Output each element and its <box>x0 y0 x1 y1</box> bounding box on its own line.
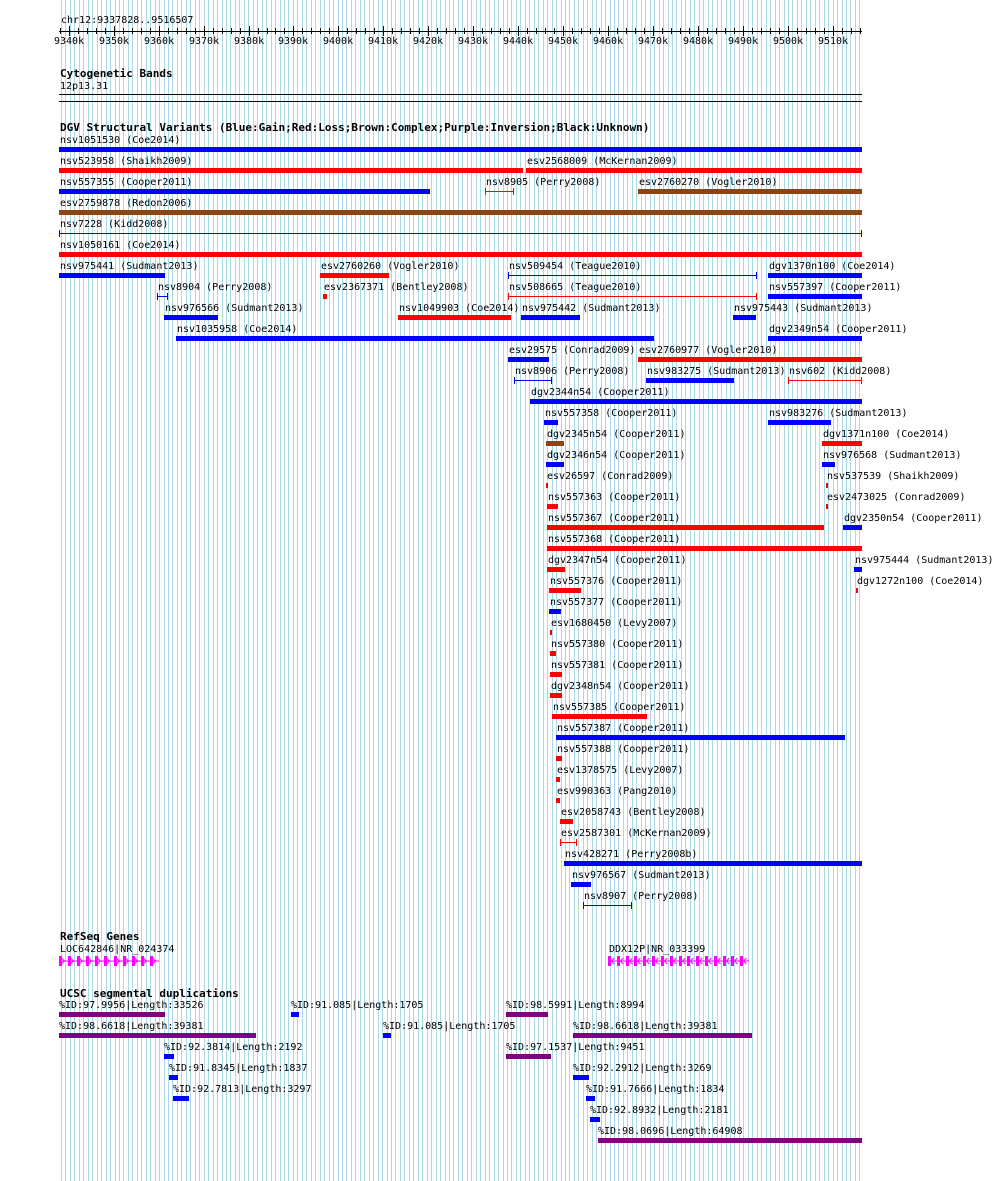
dgv-variant-bar[interactable] <box>854 567 862 572</box>
dgv-variant-endcap <box>513 188 514 195</box>
ruler-tick-label: 9470k <box>638 36 669 47</box>
dgv-variant-label[interactable]: nsv8905 (Perry2008) <box>486 177 601 188</box>
segdup-bar[interactable] <box>573 1033 752 1038</box>
ruler-minor-tick <box>716 28 717 34</box>
ruler-minor-tick <box>311 28 312 34</box>
ruler-minor-tick <box>258 28 259 34</box>
dgv-variant-label[interactable]: esv2568009 (McKernan2009) <box>527 156 678 167</box>
segdup-label[interactable]: %ID:92.3814|Length:2192 <box>164 1042 303 1053</box>
dgv-variant-bar[interactable] <box>556 777 560 782</box>
dgv-variant-label[interactable]: nsv557388 (Cooper2011) <box>557 744 690 755</box>
refseq-gene-model[interactable] <box>608 954 751 968</box>
ruler-tick <box>293 26 294 36</box>
segdup-bar[interactable] <box>164 1054 174 1059</box>
ruler-minor-tick <box>275 28 276 34</box>
segdup-label[interactable]: %ID:91.085|Length:1705 <box>383 1021 516 1032</box>
segdup-label[interactable]: %ID:98.6618|Length:39381 <box>59 1021 204 1032</box>
dgv-variant-label[interactable]: nsv1051530 (Coe2014) <box>60 135 181 146</box>
ruler-minor-tick <box>671 28 672 34</box>
dgv-variant-bar[interactable] <box>320 273 389 278</box>
dgv-variant-label[interactable]: nsv976568 (Sudmant2013) <box>823 450 962 461</box>
ruler-axis <box>59 31 862 32</box>
ruler-minor-tick <box>509 28 510 34</box>
segdup-track-title[interactable]: UCSC segmental duplications <box>60 987 239 1000</box>
cytoband-label: 12p13.31 <box>60 81 109 92</box>
ruler-tick <box>383 26 384 36</box>
ruler-minor-tick <box>231 28 232 34</box>
dgv-variant-label[interactable]: nsv1049903 (Coe2014) <box>399 303 520 314</box>
dgv-variant-line[interactable] <box>514 380 552 381</box>
ruler-minor-tick <box>707 28 708 34</box>
dgv-variant-label[interactable]: nsv557380 (Cooper2011) <box>551 639 684 650</box>
dgv-variant-line[interactable] <box>508 275 757 276</box>
dgv-variant-bar[interactable] <box>822 441 862 446</box>
dgv-variant-endcap <box>157 293 158 300</box>
ruler-minor-tick <box>770 28 771 34</box>
ruler-tick <box>338 26 339 36</box>
ruler-tick <box>428 26 429 36</box>
segdup-label[interactable]: %ID:91.085|Length:1705 <box>291 1000 424 1011</box>
dgv-variant-label[interactable]: esv26597 (Conrad2009) <box>547 471 674 482</box>
dgv-variant-label[interactable]: nsv509454 (Teague2010) <box>509 261 642 272</box>
dgv-variant-label[interactable]: esv2760977 (Vogler2010) <box>639 345 778 356</box>
dgv-variant-label[interactable]: esv2760260 (Vogler2010) <box>321 261 460 272</box>
ruler-minor-tick <box>87 28 88 34</box>
ruler-minor-tick <box>590 28 591 34</box>
ruler-minor-tick <box>680 28 681 34</box>
dgv-variant-bar[interactable] <box>544 420 558 425</box>
dgv-variant-label[interactable]: nsv557381 (Cooper2011) <box>551 660 684 671</box>
refseq-gene-label[interactable]: LOC642846|NR_024374 <box>60 944 175 955</box>
dgv-variant-bar[interactable] <box>526 168 862 173</box>
dgv-variant-bar[interactable] <box>550 693 562 698</box>
dgv-variant-bar[interactable] <box>546 483 548 488</box>
ruler-minor-tick <box>617 28 618 34</box>
ruler-minor-tick <box>527 28 528 34</box>
dgv-variant-label[interactable]: nsv975443 (Sudmant2013) <box>734 303 873 314</box>
dgv-variant-label[interactable]: dgv2345n54 (Cooper2011) <box>547 429 686 440</box>
segdup-bar[interactable] <box>506 1012 548 1017</box>
ruler-tick <box>743 26 744 36</box>
dgv-variant-label[interactable]: nsv975441 (Sudmant2013) <box>60 261 199 272</box>
dgv-variant-label[interactable]: dgv1370n100 (Coe2014) <box>769 261 896 272</box>
dgv-variant-bar[interactable] <box>59 147 862 152</box>
dgv-variant-label[interactable]: esv990363 (Pang2010) <box>557 786 678 797</box>
dgv-variant-label[interactable]: nsv8907 (Perry2008) <box>584 891 699 902</box>
ruler-tick-label: 9460k <box>593 36 624 47</box>
dgv-variant-bar[interactable] <box>556 798 560 803</box>
dgv-variant-line[interactable] <box>508 296 757 297</box>
ruler-minor-tick <box>554 28 555 34</box>
dgv-variant-endcap <box>508 293 509 300</box>
segdup-label[interactable]: %ID:98.6618|Length:39381 <box>573 1021 718 1032</box>
ruler-minor-tick <box>329 28 330 34</box>
ruler-minor-tick <box>662 28 663 34</box>
ruler-minor-tick <box>195 28 196 34</box>
dgv-variant-bar[interactable] <box>164 315 218 320</box>
dgv-variant-bar[interactable] <box>546 441 564 446</box>
ruler-tick <box>249 26 250 36</box>
ruler-minor-tick <box>851 28 852 34</box>
ruler-minor-tick <box>419 28 420 34</box>
segdup-bar[interactable] <box>291 1012 299 1017</box>
segdup-bar[interactable] <box>586 1096 595 1101</box>
dgv-variant-bar[interactable] <box>556 756 562 761</box>
dgv-variant-bar[interactable] <box>547 525 824 530</box>
dgv-variant-label[interactable]: nsv557385 (Cooper2011) <box>553 702 686 713</box>
ruler-minor-tick <box>150 28 151 34</box>
dgv-variant-label[interactable]: nsv976567 (Sudmant2013) <box>572 870 711 881</box>
dgv-variant-bar[interactable] <box>646 378 734 383</box>
dgv-variant-bar[interactable] <box>768 420 831 425</box>
dgv-variant-label[interactable]: esv2760270 (Vogler2010) <box>639 177 778 188</box>
segdup-bar[interactable] <box>590 1117 600 1122</box>
dgv-variant-bar[interactable] <box>768 336 862 341</box>
dgv-track-title[interactable]: DGV Structural Variants (Blue:Gain;Red:Loss;Brown:Complex;Purple:Inversion;Black:Unknown) <box>60 121 650 134</box>
dgv-variant-bar[interactable] <box>550 630 552 635</box>
ruler-tick-label: 9340k <box>54 36 85 47</box>
ruler-minor-tick <box>141 28 142 34</box>
dgv-variant-bar[interactable] <box>547 504 558 509</box>
ruler-tick <box>563 26 564 36</box>
dgv-variant-label[interactable]: nsv557376 (Cooper2011) <box>550 576 683 587</box>
dgv-variant-bar[interactable] <box>768 294 862 299</box>
ruler-minor-tick <box>374 28 375 34</box>
dgv-variant-label[interactable]: esv1680450 (Levy2007) <box>551 618 678 629</box>
dgv-variant-bar[interactable] <box>560 819 573 824</box>
dgv-variant-line[interactable] <box>788 380 862 381</box>
ruler-minor-tick <box>401 28 402 34</box>
ruler-tick-label: 9440k <box>503 36 534 47</box>
ruler-tick <box>204 26 205 36</box>
dgv-variant-label[interactable]: nsv8904 (Perry2008) <box>158 282 273 293</box>
dgv-variant-label[interactable]: esv2473025 (Conrad2009) <box>827 492 966 503</box>
dgv-variant-label[interactable]: nsv557363 (Cooper2011) <box>548 492 681 503</box>
ruler-minor-tick <box>410 28 411 34</box>
dgv-variant-label[interactable]: esv29575 (Conrad2009) <box>509 345 636 356</box>
segdup-bar[interactable] <box>169 1075 178 1080</box>
dgv-variant-endcap <box>167 293 168 300</box>
dgv-variant-label[interactable]: nsv557397 (Cooper2011) <box>769 282 902 293</box>
refseq-gene-label[interactable]: DDX12P|NR_033399 <box>609 944 706 955</box>
ruler-minor-tick <box>797 28 798 34</box>
ruler-tick <box>788 26 789 36</box>
ruler-tick-label: 9410k <box>368 36 399 47</box>
ruler-minor-tick <box>240 28 241 34</box>
ruler-minor-tick <box>267 28 268 34</box>
dgv-variant-bar[interactable] <box>59 210 862 215</box>
ruler-tick-label: 9500k <box>773 36 804 47</box>
ruler-minor-tick <box>222 28 223 34</box>
dgv-variant-bar[interactable] <box>571 882 591 887</box>
ruler-minor-tick <box>78 28 79 34</box>
ruler-minor-tick <box>572 28 573 34</box>
dgv-variant-bar[interactable] <box>733 315 756 320</box>
dgv-variant-label[interactable]: nsv557367 (Cooper2011) <box>548 513 681 524</box>
dgv-variant-bar[interactable] <box>521 315 580 320</box>
ruler-tick-label: 9360k <box>144 36 175 47</box>
ruler-tick <box>473 26 474 36</box>
dgv-variant-label[interactable]: nsv537539 (Shaikh2009) <box>827 471 960 482</box>
dgv-variant-bar[interactable] <box>826 483 828 488</box>
segdup-bar[interactable] <box>59 1012 165 1017</box>
ruler-minor-tick <box>545 28 546 34</box>
ruler-minor-tick <box>635 28 636 34</box>
dgv-variant-label[interactable]: dgv1371n100 (Coe2014) <box>823 429 950 440</box>
ruler-minor-tick <box>689 28 690 34</box>
dgv-variant-label[interactable]: nsv976566 (Sudmant2013) <box>165 303 304 314</box>
ruler-minor-tick <box>761 28 762 34</box>
ruler-minor-tick <box>347 28 348 34</box>
ruler-minor-tick <box>168 28 169 34</box>
segdup-bar[interactable] <box>383 1033 391 1038</box>
dgv-variant-label[interactable]: nsv7228 (Kidd2008) <box>60 219 169 230</box>
dgv-variant-label[interactable]: nsv983275 (Sudmant2013) <box>647 366 786 377</box>
ruler-tick <box>608 26 609 36</box>
dgv-variant-bar[interactable] <box>556 735 845 740</box>
dgv-variant-bar[interactable] <box>549 588 581 593</box>
ruler-minor-tick <box>536 28 537 34</box>
ruler-minor-tick <box>779 28 780 34</box>
segdup-label[interactable]: %ID:92.2912|Length:3269 <box>573 1063 712 1074</box>
dgv-variant-bar[interactable] <box>550 672 562 677</box>
ruler-minor-tick <box>302 28 303 34</box>
dgv-variant-bar[interactable] <box>826 504 828 509</box>
ruler-minor-tick <box>356 28 357 34</box>
dgv-variant-label[interactable]: nsv557387 (Cooper2011) <box>557 723 690 734</box>
ruler-tick-label: 9430k <box>458 36 489 47</box>
dgv-variant-bar[interactable] <box>564 861 862 866</box>
dgv-variant-bar[interactable] <box>856 588 858 593</box>
ruler-minor-tick <box>734 28 735 34</box>
dgv-variant-endcap <box>560 839 561 846</box>
dgv-variant-line[interactable] <box>59 233 862 234</box>
segdup-label[interactable]: %ID:91.7666|Length:1834 <box>586 1084 725 1095</box>
dgv-variant-label[interactable]: dgv2348n54 (Cooper2011) <box>551 681 690 692</box>
dgv-variant-endcap <box>861 230 862 237</box>
ruler-minor-tick <box>213 28 214 34</box>
ruler-tick <box>653 26 654 36</box>
ruler-minor-tick <box>446 28 447 34</box>
ruler-minor-tick <box>806 28 807 34</box>
dgv-variant-label[interactable]: nsv428271 (Perry2008b) <box>565 849 698 860</box>
dgv-variant-line[interactable] <box>560 842 577 843</box>
dgv-variant-bar[interactable] <box>843 525 862 530</box>
dgv-variant-bar[interactable] <box>59 168 523 173</box>
ruler-minor-tick <box>365 28 366 34</box>
cytoband-track-title[interactable]: Cytogenetic Bands <box>60 67 173 80</box>
dgv-variant-label[interactable]: nsv523958 (Shaikh2009) <box>60 156 193 167</box>
ruler-minor-tick <box>60 28 61 34</box>
dgv-variant-bar[interactable] <box>323 294 327 299</box>
segdup-label[interactable]: %ID:92.8932|Length:2181 <box>590 1105 729 1116</box>
dgv-variant-label[interactable]: esv2587301 (McKernan2009) <box>561 828 712 839</box>
dgv-variant-label[interactable]: esv2367371 (Bentley2008) <box>324 282 469 293</box>
dgv-variant-endcap <box>861 377 862 384</box>
ruler-minor-tick <box>500 28 501 34</box>
dgv-variant-label[interactable]: nsv983276 (Sudmant2013) <box>769 408 908 419</box>
ruler-tick <box>518 26 519 36</box>
ruler-minor-tick <box>455 28 456 34</box>
dgv-variant-bar[interactable] <box>546 462 564 467</box>
dgv-variant-label[interactable]: nsv975442 (Sudmant2013) <box>522 303 661 314</box>
dgv-variant-bar[interactable] <box>59 273 165 278</box>
dgv-variant-bar[interactable] <box>549 609 561 614</box>
dgv-variant-bar[interactable] <box>550 651 556 656</box>
dgv-variant-label[interactable]: esv2058743 (Bentley2008) <box>561 807 706 818</box>
refseq-track-title[interactable]: RefSeq Genes <box>60 930 140 943</box>
ruler-tick-label: 9480k <box>683 36 714 47</box>
dgv-variant-label[interactable]: dgv1272n100 (Coe2014) <box>857 576 984 587</box>
ruler-minor-tick <box>599 28 600 34</box>
dgv-variant-bar[interactable] <box>638 189 862 194</box>
dgv-variant-endcap <box>788 377 789 384</box>
dgv-variant-endcap <box>756 293 757 300</box>
ruler-minor-tick <box>815 28 816 34</box>
ruler-minor-tick <box>644 28 645 34</box>
segdup-label[interactable]: %ID:91.8345|Length:1837 <box>169 1063 308 1074</box>
ruler-tick <box>833 26 834 36</box>
dgv-variant-endcap <box>756 272 757 279</box>
ruler-minor-tick <box>105 28 106 34</box>
ruler-tick <box>114 26 115 36</box>
ruler-minor-tick <box>464 28 465 34</box>
dgv-variant-bar[interactable] <box>530 399 862 404</box>
ruler-tick-label: 9510k <box>818 36 849 47</box>
dgv-variant-bar[interactable] <box>638 357 862 362</box>
dgv-variant-line[interactable] <box>583 905 632 906</box>
ruler-minor-tick <box>842 28 843 34</box>
ruler-tick-label: 9450k <box>548 36 579 47</box>
ruler-minor-tick <box>186 28 187 34</box>
cytoband-band-top <box>59 94 862 95</box>
dgv-variant-label[interactable]: nsv557355 (Cooper2011) <box>60 177 193 188</box>
segdup-label[interactable]: %ID:92.7813|Length:3297 <box>173 1084 312 1095</box>
ruler-minor-tick <box>284 28 285 34</box>
dgv-variant-label[interactable]: dgv2350n54 (Cooper2011) <box>844 513 983 524</box>
segdup-label[interactable]: %ID:97.9956|Length:33526 <box>59 1000 204 1011</box>
ruler-tick-label: 9490k <box>728 36 759 47</box>
dgv-variant-label[interactable]: nsv602 (Kidd2008) <box>789 366 892 377</box>
dgv-variant-endcap <box>631 902 632 909</box>
dgv-variant-endcap <box>514 377 515 384</box>
dgv-variant-label[interactable]: nsv557358 (Cooper2011) <box>545 408 678 419</box>
ruler-minor-tick <box>581 28 582 34</box>
dgv-variant-label[interactable]: dgv2344n54 (Cooper2011) <box>531 387 670 398</box>
ruler-tick-label: 9370k <box>189 36 220 47</box>
dgv-variant-label[interactable]: esv1378575 (Levy2007) <box>557 765 684 776</box>
dgv-variant-bar[interactable] <box>822 462 835 467</box>
dgv-variant-label[interactable]: esv2759878 (Redon2006) <box>60 198 193 209</box>
dgv-variant-label[interactable]: nsv975444 (Sudmant2013) <box>855 555 993 566</box>
dgv-variant-endcap <box>485 188 486 195</box>
dgv-variant-label[interactable]: nsv557377 (Cooper2011) <box>550 597 683 608</box>
segdup-bar[interactable] <box>573 1075 589 1080</box>
position-label: chr12:9337828..9516507 <box>61 15 194 26</box>
ruler-tick-label: 9390k <box>278 36 309 47</box>
dgv-variant-bar[interactable] <box>398 315 511 320</box>
dgv-variant-label[interactable]: dgv2347n54 (Cooper2011) <box>548 555 687 566</box>
ruler-tick <box>698 26 699 36</box>
dgv-variant-bar[interactable] <box>59 252 862 257</box>
segdup-label[interactable]: %ID:97.1537|Length:9451 <box>506 1042 645 1053</box>
dgv-variant-bar[interactable] <box>547 546 862 551</box>
dgv-variant-endcap <box>576 839 577 846</box>
dgv-variant-label[interactable]: nsv557368 (Cooper2011) <box>548 534 681 545</box>
ruler-minor-tick <box>320 28 321 34</box>
dgv-variant-bar[interactable] <box>59 189 430 194</box>
refseq-gene-model[interactable] <box>59 954 161 968</box>
segdup-bar[interactable] <box>506 1054 551 1059</box>
dgv-variant-bar[interactable] <box>552 714 647 719</box>
segdup-bar[interactable] <box>173 1096 189 1101</box>
ruler-tick <box>69 26 70 36</box>
ruler-tick-label: 9400k <box>323 36 354 47</box>
ruler-minor-tick <box>824 28 825 34</box>
dgv-variant-bar[interactable] <box>176 336 654 341</box>
dgv-variant-label[interactable]: dgv2346n54 (Cooper2011) <box>547 450 686 461</box>
dgv-variant-bar[interactable] <box>508 357 549 362</box>
segdup-bar[interactable] <box>59 1033 256 1038</box>
ruler-minor-tick <box>177 28 178 34</box>
dgv-variant-bar[interactable] <box>768 273 862 278</box>
ruler-minor-tick <box>96 28 97 34</box>
dgv-variant-endcap <box>583 902 584 909</box>
dgv-variant-label[interactable]: nsv8906 (Perry2008) <box>515 366 630 377</box>
ruler-minor-tick <box>491 28 492 34</box>
ruler-minor-tick <box>482 28 483 34</box>
ruler-minor-tick <box>626 28 627 34</box>
dgv-variant-label[interactable]: nsv1050161 (Coe2014) <box>60 240 181 251</box>
dgv-variant-endcap <box>59 230 60 237</box>
ruler-tick-label: 9380k <box>234 36 265 47</box>
ruler-minor-tick <box>132 28 133 34</box>
dgv-variant-label[interactable]: nsv1035958 (Coe2014) <box>177 324 298 335</box>
ruler-tick <box>159 26 160 36</box>
dgv-variant-endcap <box>551 377 552 384</box>
dgv-variant-label[interactable]: nsv508665 (Teague2010) <box>509 282 642 293</box>
dgv-variant-label[interactable]: dgv2349n54 (Cooper2011) <box>769 324 908 335</box>
dgv-variant-bar[interactable] <box>547 567 565 572</box>
dgv-variant-endcap <box>508 272 509 279</box>
ruler-minor-tick <box>392 28 393 34</box>
segdup-bar[interactable] <box>598 1138 862 1143</box>
dgv-variant-line[interactable] <box>485 191 514 192</box>
ruler-minor-tick <box>123 28 124 34</box>
cytoband-band-bottom <box>59 101 862 102</box>
ruler-minor-tick <box>437 28 438 34</box>
ruler-minor-tick <box>725 28 726 34</box>
ruler-tick-label: 9420k <box>413 36 444 47</box>
ruler-minor-tick <box>752 28 753 34</box>
ruler-tick-label: 9350k <box>99 36 130 47</box>
segdup-label[interactable]: %ID:98.5991|Length:8994 <box>506 1000 645 1011</box>
ruler-minor-tick <box>860 28 861 34</box>
segdup-label[interactable]: %ID:98.0696|Length:64908 <box>598 1126 743 1137</box>
